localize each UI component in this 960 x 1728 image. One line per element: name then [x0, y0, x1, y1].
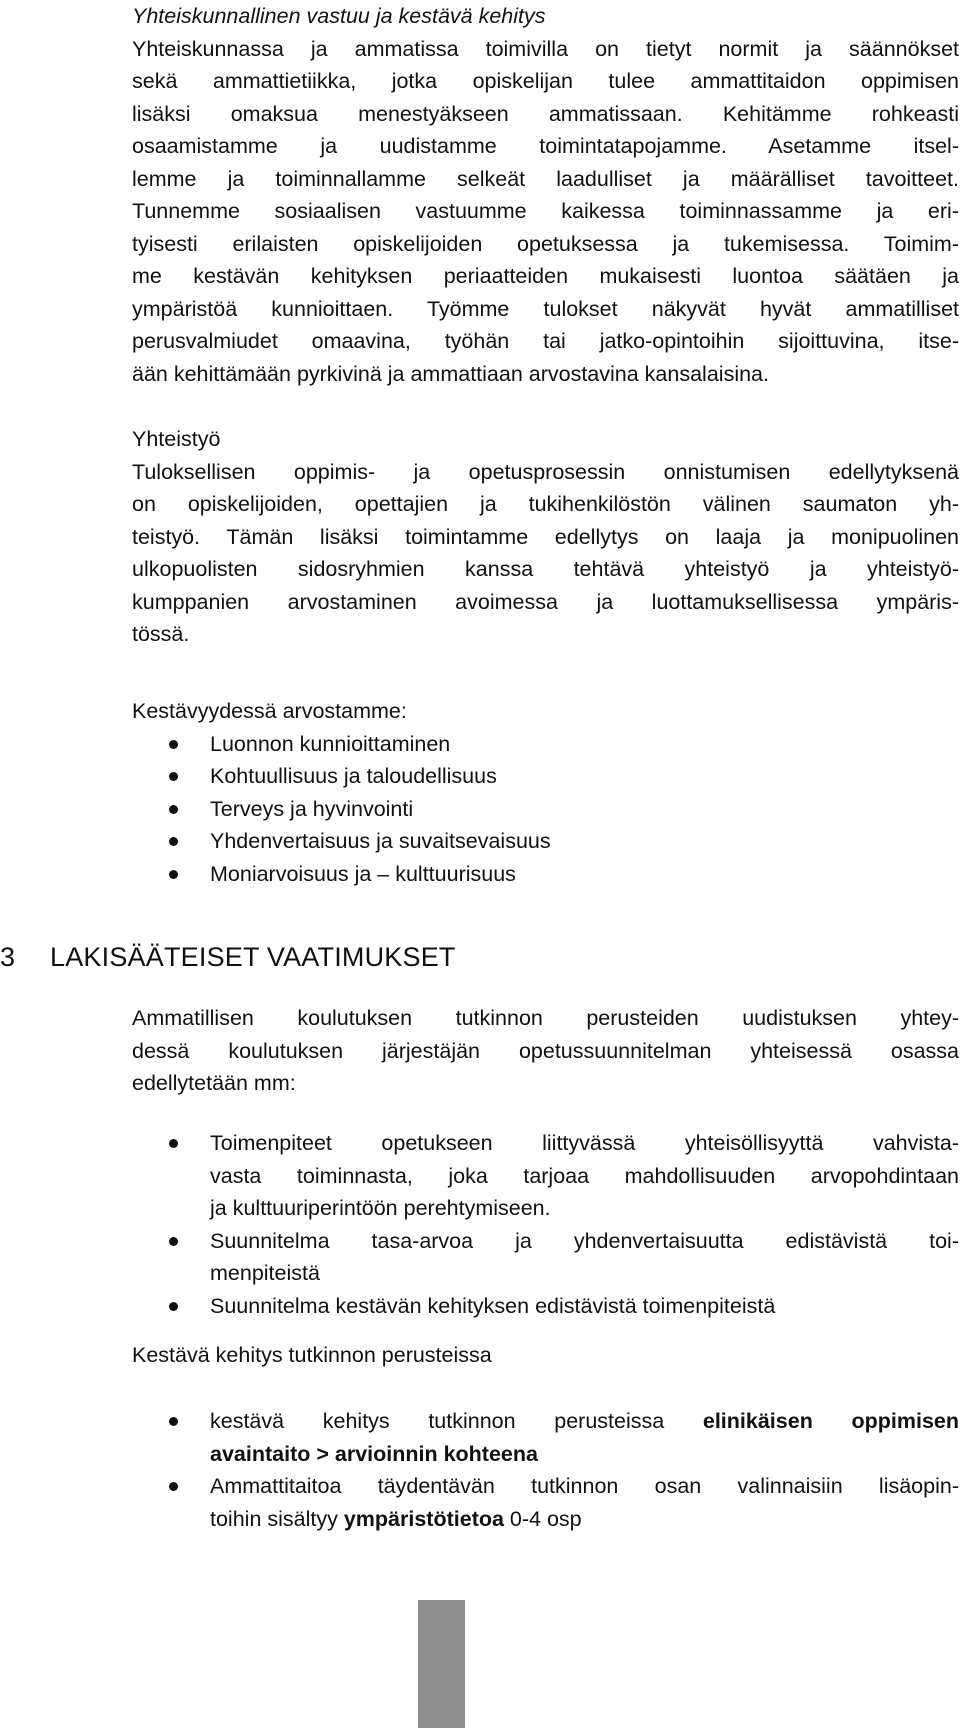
list-item: Terveys ja hyvinvointi [132, 793, 959, 826]
text-line: Ammatillisen koulutuksen tutkinnon perusteiden uudistuksen yhtey- [132, 1006, 959, 1030]
text-line: Yhteiskunnassa ja ammatissa toimivilla on tietyt normit ja säännökset [132, 36, 959, 61]
text-line: lisäksi omaksua menestyäkseen ammatissaan. Kehitämme rohkeasti [132, 101, 959, 126]
section-cooperation [132, 423, 959, 651]
text-line: edellytetään mm: [132, 1071, 296, 1095]
chapter-title: LAKISÄÄTEISET VAATIMUKSET [50, 942, 456, 972]
text-line: sekä ammattietiikka, jotka opiskelijan tulee ammattitaidon oppimisen [132, 69, 959, 93]
bullet-icon [169, 740, 178, 749]
text-line: perusvalmiudet omaavina, työhän tai jatko-opintoihin sijoittuvina, itse- [132, 329, 959, 353]
list-item: Moniarvoisuus ja – kulttuurisuus [132, 858, 959, 891]
intro-body [132, 1002, 959, 1100]
curriculum-section [132, 1405, 959, 1535]
list-item: Suunnitelma tasa-arvoa ja yhdenvertaisuutta edistävistä toi- menpiteistä [132, 1225, 959, 1290]
section-heading: Yhteistyö [132, 427, 221, 451]
text-line: tyisesti erilaisten opiskelijoiden opetuksessa ja tukemisessa. Toimim- [132, 231, 959, 256]
text-line: lemme ja toiminnallamme selkeät laadulliset ja määrälliset tavoitteet. [132, 166, 959, 191]
chapter-number: 3 [0, 942, 16, 972]
list-item: Suunnitelma kestävän kehityksen edistävistä toimenpiteistä [132, 1290, 959, 1323]
bullet-icon [169, 772, 178, 781]
text-line: Tunnemme sosiaalisen vastuumme kaikessa toiminnassamme ja eri- [132, 199, 959, 223]
bullet-icon [169, 1237, 178, 1246]
text-line: teistyö. Tämän lisäksi toimintamme edellytys on laaja ja monipuolinen [132, 524, 959, 549]
section-social-responsibility [132, 0, 959, 390]
bullet-icon [169, 1139, 178, 1148]
list-item: Yhdenvertaisuus ja suvaitsevaisuus [132, 825, 959, 858]
text-line: osaamistamme ja uudistamme toimintatapojamme. Asetamme itsel- [132, 134, 959, 158]
text-line: Tuloksellisen oppimis- ja opetusprosessin onnistumisen edellytyksenä [132, 459, 959, 484]
bullet-icon [169, 837, 178, 846]
values-list [210, 728, 959, 891]
page-footer-block [418, 1600, 465, 1728]
section-body [132, 33, 959, 391]
list-item: Toimenpiteet opetukseen liittyvässä yhteisöllisyyttä vahvista- vasta toiminnasta, joka tarjoaa mahdollisuuden arvopohdintaan ja kulttuuriperintöön perehtymiseen. [132, 1127, 959, 1225]
text-line: tössä. [132, 622, 190, 646]
section-body [132, 456, 959, 651]
chapter-intro [132, 1002, 959, 1100]
bullet-icon [169, 805, 178, 814]
text-line: ulkopuolisten sidosryhmien kanssa tehtävä yhteistyö ja yhteistyö- [132, 557, 959, 581]
text-line: dessä koulutuksen järjestäjän opetussuunnitelman yhteisessä osassa [132, 1038, 959, 1063]
bullet-icon [169, 1417, 178, 1426]
list-item: Ammattitaitoa täydentävän tutkinnon osan valinnaisiin lisäopin- toihin sisältyy ympäristötietoa 0-4 osp [132, 1470, 959, 1535]
list-item: kestävä kehitys tutkinnon perusteissa elinikäisen oppimisen avaintaito > arvioinnin kohteena [132, 1405, 959, 1470]
bullet-icon [169, 870, 178, 879]
list-item: Kohtuullisuus ja taloudellisuus [132, 760, 959, 793]
text-line: on opiskelijoiden, opettajien ja tukihenkilöstön välinen saumaton yh- [132, 492, 959, 516]
text-line: ään kehittämään pyrkivinä ja ammattiaan arvostavina kansalaisina. [132, 361, 769, 386]
values-section [132, 695, 959, 890]
section-heading: Yhteiskunnallinen vastuu ja kestävä kehitys [132, 4, 546, 28]
text-line: kumppanien arvostaminen avoimessa ja luottamuksellisessa ympäris- [132, 589, 959, 614]
sustainability-subsection [132, 1339, 959, 1372]
requirements-section [132, 1127, 959, 1322]
text-line: ympäristöä kunnioittaen. Työmme tulokset näkyvät hyvät ammatilliset [132, 296, 959, 321]
list-item: Luonnon kunnioittaminen [132, 728, 959, 761]
values-heading: Kestävyydessä arvostamme: [132, 699, 407, 723]
subsection-heading: Kestävä kehitys tutkinnon perusteissa [132, 1343, 492, 1367]
requirements-list [210, 1127, 959, 1322]
bullet-icon [169, 1482, 178, 1491]
text-line: me kestävän kehityksen periaatteiden mukaisesti luontoa säätäen ja [132, 264, 959, 288]
bullet-icon [169, 1302, 178, 1311]
curriculum-list [210, 1405, 959, 1535]
